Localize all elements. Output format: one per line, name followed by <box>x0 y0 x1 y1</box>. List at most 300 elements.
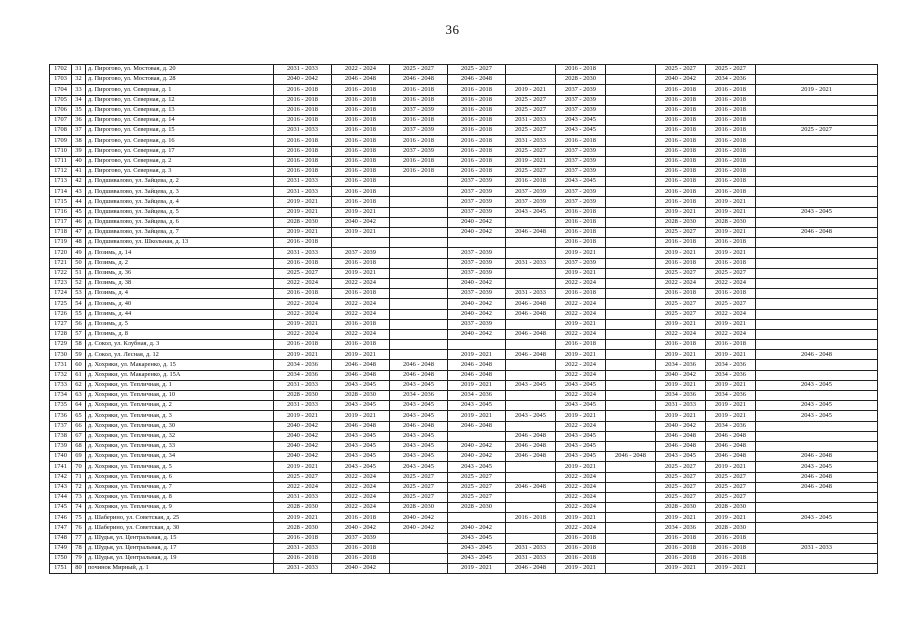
row-number-cell: 1712 <box>50 166 72 176</box>
period-col-5-cell: 2031 - 2033 <box>506 554 556 564</box>
table-row <box>50 228 878 238</box>
period-col-9-cell: 2016 - 2018 <box>706 166 756 176</box>
period-col-5-cell <box>506 278 556 288</box>
table-row <box>50 299 878 309</box>
period-col-1-cell: 2031 - 2033 <box>274 187 332 197</box>
period-col-3-cell <box>390 207 448 217</box>
period-col-7-cell <box>606 228 656 238</box>
period-col-10-cell <box>756 248 878 258</box>
period-col-5-cell <box>506 268 556 278</box>
period-col-4-cell: 2037 - 2039 <box>448 207 506 217</box>
period-col-8-cell: 2016 - 2018 <box>656 533 706 543</box>
address-cell: д. Хохряки, ул. Макаренко, д. 15 <box>86 360 274 370</box>
period-col-8-cell: 2019 - 2021 <box>656 564 706 574</box>
table-row <box>50 146 878 156</box>
period-col-3-cell: 2025 - 2027 <box>390 482 448 492</box>
period-col-3-cell <box>390 197 448 207</box>
period-col-10-cell <box>756 299 878 309</box>
row-number-cell: 1716 <box>50 207 72 217</box>
period-col-8-cell: 2019 - 2021 <box>656 248 706 258</box>
row-number-cell: 1740 <box>50 452 72 462</box>
period-col-9-cell: 2016 - 2018 <box>706 187 756 197</box>
row-number-cell: 1708 <box>50 126 72 136</box>
period-col-6-cell: 2037 - 2039 <box>556 105 606 115</box>
period-col-3-cell <box>390 533 448 543</box>
row-number-cell: 1722 <box>50 268 72 278</box>
period-col-5-cell <box>506 503 556 513</box>
period-col-5-cell: 2037 - 2039 <box>506 187 556 197</box>
period-col-1-cell: 2016 - 2018 <box>274 85 332 95</box>
address-cell: д. Позимь, д. 38 <box>86 278 274 288</box>
period-col-1-cell: 2031 - 2033 <box>274 126 332 136</box>
table-body <box>50 65 878 574</box>
row-number-cell: 1705 <box>50 95 72 105</box>
period-col-4-cell: 2016 - 2018 <box>448 156 506 166</box>
period-col-9-cell: 2016 - 2018 <box>706 115 756 125</box>
period-col-1-cell: 2019 - 2021 <box>274 228 332 238</box>
period-col-6-cell: 2028 - 2030 <box>556 75 606 85</box>
period-col-3-cell: 2043 - 2045 <box>390 431 448 441</box>
period-col-5-cell: 2016 - 2018 <box>506 513 556 523</box>
house-index-cell: 80 <box>72 564 86 574</box>
period-col-3-cell: 2016 - 2018 <box>390 166 448 176</box>
period-col-10-cell <box>756 492 878 502</box>
period-col-4-cell: 2046 - 2048 <box>448 75 506 85</box>
period-col-10-cell <box>756 503 878 513</box>
period-col-8-cell: 2019 - 2021 <box>656 513 706 523</box>
period-col-4-cell: 2043 - 2045 <box>448 533 506 543</box>
period-col-8-cell: 2025 - 2027 <box>656 65 706 75</box>
period-col-9-cell: 2016 - 2018 <box>706 105 756 115</box>
period-col-2-cell: 2016 - 2018 <box>332 319 390 329</box>
period-col-10-cell <box>756 391 878 401</box>
period-col-4-cell: 2016 - 2018 <box>448 166 506 176</box>
period-col-4-cell <box>448 340 506 350</box>
table-row <box>50 329 878 339</box>
period-col-1-cell: 2028 - 2030 <box>274 391 332 401</box>
row-number-cell: 1715 <box>50 197 72 207</box>
row-number-cell: 1720 <box>50 248 72 258</box>
period-col-7-cell <box>606 309 656 319</box>
period-col-6-cell: 2016 - 2018 <box>556 136 606 146</box>
period-col-7-cell <box>606 380 656 390</box>
house-index-cell: 57 <box>72 329 86 339</box>
period-col-1-cell: 2016 - 2018 <box>274 340 332 350</box>
house-index-cell: 53 <box>72 289 86 299</box>
period-col-7-cell <box>606 472 656 482</box>
period-col-6-cell: 2022 - 2024 <box>556 391 606 401</box>
address-cell: д. Шудья, ул. Центральная, д. 15 <box>86 533 274 543</box>
table-row <box>50 115 878 125</box>
period-col-3-cell: 2016 - 2018 <box>390 156 448 166</box>
period-col-8-cell: 2016 - 2018 <box>656 238 706 248</box>
period-col-8-cell: 2016 - 2018 <box>656 95 706 105</box>
table-row <box>50 207 878 217</box>
period-col-7-cell <box>606 462 656 472</box>
period-col-4-cell: 2016 - 2018 <box>448 115 506 125</box>
row-number-cell: 1714 <box>50 187 72 197</box>
period-col-5-cell: 2043 - 2045 <box>506 380 556 390</box>
period-col-5-cell: 2046 - 2048 <box>506 441 556 451</box>
period-col-8-cell: 2016 - 2018 <box>656 177 706 187</box>
period-col-1-cell: 2019 - 2021 <box>274 411 332 421</box>
period-col-5-cell <box>506 340 556 350</box>
period-col-2-cell: 2019 - 2021 <box>332 268 390 278</box>
period-col-8-cell: 2016 - 2018 <box>656 136 706 146</box>
period-col-7-cell <box>606 543 656 553</box>
period-col-4-cell: 2025 - 2027 <box>448 65 506 75</box>
table-row <box>50 319 878 329</box>
period-col-3-cell <box>390 258 448 268</box>
period-col-7-cell <box>606 65 656 75</box>
period-col-5-cell: 2025 - 2027 <box>506 126 556 136</box>
table-row <box>50 482 878 492</box>
period-col-1-cell: 2016 - 2018 <box>274 289 332 299</box>
table-row <box>50 289 878 299</box>
period-col-4-cell: 2016 - 2018 <box>448 126 506 136</box>
period-col-5-cell <box>506 319 556 329</box>
period-col-8-cell: 2016 - 2018 <box>656 156 706 166</box>
table-row <box>50 533 878 543</box>
period-col-2-cell: 2028 - 2030 <box>332 391 390 401</box>
period-col-1-cell: 2031 - 2033 <box>274 65 332 75</box>
period-col-7-cell <box>606 340 656 350</box>
period-col-4-cell: 2019 - 2021 <box>448 411 506 421</box>
period-col-7-cell <box>606 278 656 288</box>
period-col-9-cell: 2034 - 2036 <box>706 370 756 380</box>
period-col-10-cell <box>756 370 878 380</box>
period-col-8-cell: 2016 - 2018 <box>656 554 706 564</box>
period-col-1-cell: 2016 - 2018 <box>274 136 332 146</box>
period-col-9-cell: 2034 - 2036 <box>706 360 756 370</box>
period-col-4-cell: 2046 - 2048 <box>448 370 506 380</box>
period-col-10-cell <box>756 105 878 115</box>
period-col-9-cell: 2046 - 2048 <box>706 431 756 441</box>
period-col-9-cell: 2016 - 2018 <box>706 126 756 136</box>
period-col-7-cell <box>606 136 656 146</box>
house-index-cell: 58 <box>72 340 86 350</box>
period-col-2-cell: 2022 - 2024 <box>332 472 390 482</box>
period-col-9-cell: 2019 - 2021 <box>706 564 756 574</box>
period-col-8-cell: 2040 - 2042 <box>656 75 706 85</box>
period-col-4-cell: 2025 - 2027 <box>448 472 506 482</box>
period-col-7-cell <box>606 441 656 451</box>
table-row <box>50 197 878 207</box>
house-index-cell: 77 <box>72 533 86 543</box>
address-cell: д. Хохряки, ул. Тепличная, д. 2 <box>86 401 274 411</box>
table-row <box>50 380 878 390</box>
table-row <box>50 391 878 401</box>
house-index-cell: 36 <box>72 115 86 125</box>
house-index-cell: 73 <box>72 492 86 502</box>
period-col-3-cell <box>390 248 448 258</box>
period-col-1-cell: 2031 - 2033 <box>274 401 332 411</box>
house-index-cell: 70 <box>72 462 86 472</box>
period-col-10-cell: 2031 - 2033 <box>756 543 878 553</box>
period-col-3-cell: 2016 - 2018 <box>390 95 448 105</box>
address-cell: д. Шаберино, ул. Советская, д. 30 <box>86 523 274 533</box>
period-col-6-cell: 2043 - 2045 <box>556 115 606 125</box>
address-cell: д. Хохряки, ул. Тепличная, д. 10 <box>86 391 274 401</box>
period-col-1-cell: 2022 - 2024 <box>274 278 332 288</box>
table-row <box>50 187 878 197</box>
period-col-7-cell <box>606 401 656 411</box>
period-col-5-cell <box>506 492 556 502</box>
house-index-cell: 75 <box>72 513 86 523</box>
period-col-7-cell <box>606 554 656 564</box>
address-cell: починок Мирный, д. 1 <box>86 564 274 574</box>
period-col-5-cell <box>506 360 556 370</box>
period-col-4-cell: 2037 - 2039 <box>448 319 506 329</box>
address-cell: д. Хохряки, ул. Тепличная, д. 1 <box>86 380 274 390</box>
period-col-6-cell: 2019 - 2021 <box>556 564 606 574</box>
period-col-8-cell: 2022 - 2024 <box>656 329 706 339</box>
period-col-5-cell: 2046 - 2048 <box>506 309 556 319</box>
period-col-8-cell: 2028 - 2030 <box>656 217 706 227</box>
period-col-9-cell: 2034 - 2036 <box>706 75 756 85</box>
row-number-cell: 1747 <box>50 523 72 533</box>
period-col-1-cell: 2040 - 2042 <box>274 452 332 462</box>
table-row <box>50 238 878 248</box>
period-col-8-cell: 2016 - 2018 <box>656 258 706 268</box>
period-col-8-cell: 2016 - 2018 <box>656 197 706 207</box>
table-row <box>50 492 878 502</box>
period-col-1-cell: 2034 - 2036 <box>274 360 332 370</box>
table-row <box>50 136 878 146</box>
period-col-10-cell: 2025 - 2027 <box>756 126 878 136</box>
period-col-10-cell <box>756 136 878 146</box>
table-row <box>50 421 878 431</box>
period-col-7-cell <box>606 126 656 136</box>
period-col-2-cell: 2022 - 2024 <box>332 503 390 513</box>
table-row <box>50 360 878 370</box>
period-col-3-cell <box>390 554 448 564</box>
period-col-1-cell: 2031 - 2033 <box>274 564 332 574</box>
period-col-6-cell: 2022 - 2024 <box>556 360 606 370</box>
period-col-6-cell: 2037 - 2039 <box>556 197 606 207</box>
period-col-8-cell: 2016 - 2018 <box>656 115 706 125</box>
row-number-cell: 1718 <box>50 228 72 238</box>
period-col-9-cell: 2025 - 2027 <box>706 268 756 278</box>
address-cell: д. Позимь, д. 40 <box>86 299 274 309</box>
period-col-9-cell: 2016 - 2018 <box>706 258 756 268</box>
period-col-6-cell: 2043 - 2045 <box>556 126 606 136</box>
table-row <box>50 217 878 227</box>
period-col-4-cell: 2037 - 2039 <box>448 197 506 207</box>
period-col-5-cell: 2025 - 2027 <box>506 146 556 156</box>
period-col-8-cell: 2016 - 2018 <box>656 105 706 115</box>
period-col-6-cell: 2016 - 2018 <box>556 228 606 238</box>
address-cell: д. Хохряки, ул. Тепличная, д. 6 <box>86 472 274 482</box>
table-row <box>50 441 878 451</box>
period-col-8-cell: 2019 - 2021 <box>656 380 706 390</box>
house-index-cell: 44 <box>72 197 86 207</box>
house-index-cell: 54 <box>72 299 86 309</box>
period-col-8-cell: 2034 - 2036 <box>656 391 706 401</box>
address-cell: д. Пирогово, ул. Северная, д. 17 <box>86 146 274 156</box>
period-col-2-cell: 2040 - 2042 <box>332 564 390 574</box>
period-col-3-cell: 2040 - 2042 <box>390 523 448 533</box>
period-col-3-cell <box>390 329 448 339</box>
period-col-9-cell: 2025 - 2027 <box>706 65 756 75</box>
row-number-cell: 1702 <box>50 65 72 75</box>
period-col-4-cell: 2040 - 2042 <box>448 299 506 309</box>
period-col-9-cell: 2025 - 2027 <box>706 299 756 309</box>
period-col-8-cell: 2016 - 2018 <box>656 543 706 553</box>
house-index-cell: 61 <box>72 370 86 380</box>
period-col-3-cell <box>390 268 448 278</box>
period-col-8-cell: 2016 - 2018 <box>656 146 706 156</box>
house-index-cell: 65 <box>72 411 86 421</box>
period-col-6-cell: 2022 - 2024 <box>556 309 606 319</box>
period-col-6-cell: 2022 - 2024 <box>556 329 606 339</box>
period-col-8-cell: 2016 - 2018 <box>656 340 706 350</box>
period-col-4-cell: 2019 - 2021 <box>448 350 506 360</box>
period-col-2-cell: 2043 - 2045 <box>332 401 390 411</box>
period-col-3-cell: 2043 - 2045 <box>390 380 448 390</box>
period-col-2-cell <box>332 238 390 248</box>
period-col-2-cell: 2016 - 2018 <box>332 197 390 207</box>
period-col-7-cell <box>606 197 656 207</box>
period-col-7-cell <box>606 350 656 360</box>
period-col-10-cell <box>756 268 878 278</box>
period-col-8-cell: 2019 - 2021 <box>656 350 706 360</box>
period-col-5-cell: 2031 - 2033 <box>506 289 556 299</box>
period-col-9-cell: 2019 - 2021 <box>706 401 756 411</box>
period-col-2-cell: 2046 - 2048 <box>332 370 390 380</box>
row-number-cell: 1727 <box>50 319 72 329</box>
house-index-cell: 35 <box>72 105 86 115</box>
period-col-8-cell: 2040 - 2042 <box>656 370 706 380</box>
period-col-9-cell: 2016 - 2018 <box>706 95 756 105</box>
period-col-7-cell <box>606 248 656 258</box>
table-row <box>50 105 878 115</box>
period-col-9-cell: 2016 - 2018 <box>706 136 756 146</box>
period-col-2-cell: 2016 - 2018 <box>332 554 390 564</box>
period-col-10-cell: 2043 - 2045 <box>756 207 878 217</box>
period-col-8-cell: 2016 - 2018 <box>656 187 706 197</box>
period-col-5-cell <box>506 401 556 411</box>
table-row <box>50 177 878 187</box>
period-col-5-cell: 2031 - 2033 <box>506 136 556 146</box>
period-col-7-cell <box>606 431 656 441</box>
period-col-8-cell: 2034 - 2036 <box>656 523 706 533</box>
period-col-1-cell: 2019 - 2021 <box>274 197 332 207</box>
period-col-5-cell: 2016 - 2018 <box>506 177 556 187</box>
period-col-8-cell: 2043 - 2045 <box>656 452 706 462</box>
house-index-cell: 62 <box>72 380 86 390</box>
row-number-cell: 1719 <box>50 238 72 248</box>
period-col-10-cell <box>756 360 878 370</box>
address-cell: д. Хохряки, ул. Тепличная, д. 32 <box>86 431 274 441</box>
address-cell: д. Хохряки, ул. Тепличная, д. 3 <box>86 411 274 421</box>
period-col-6-cell: 2022 - 2024 <box>556 370 606 380</box>
period-col-3-cell <box>390 543 448 553</box>
house-index-cell: 64 <box>72 401 86 411</box>
period-col-2-cell: 2019 - 2021 <box>332 207 390 217</box>
period-col-10-cell: 2046 - 2048 <box>756 452 878 462</box>
period-col-3-cell <box>390 228 448 238</box>
period-col-2-cell: 2043 - 2045 <box>332 431 390 441</box>
period-col-3-cell: 2043 - 2045 <box>390 452 448 462</box>
period-col-9-cell: 2016 - 2018 <box>706 543 756 553</box>
period-col-1-cell: 2028 - 2030 <box>274 217 332 227</box>
address-cell: д. Пирогово, ул. Северная, д. 1 <box>86 85 274 95</box>
address-cell: д. Шаберино, ул. Советская, д. 25 <box>86 513 274 523</box>
period-col-7-cell <box>606 85 656 95</box>
period-col-6-cell: 2022 - 2024 <box>556 492 606 502</box>
row-number-cell: 1743 <box>50 482 72 492</box>
period-col-10-cell <box>756 329 878 339</box>
period-col-4-cell: 2025 - 2027 <box>448 492 506 502</box>
period-col-6-cell: 2037 - 2039 <box>556 258 606 268</box>
period-col-6-cell: 2019 - 2021 <box>556 319 606 329</box>
period-col-7-cell <box>606 146 656 156</box>
period-col-9-cell: 2016 - 2018 <box>706 177 756 187</box>
period-col-6-cell: 2037 - 2039 <box>556 187 606 197</box>
period-col-7-cell <box>606 421 656 431</box>
period-col-8-cell: 2028 - 2030 <box>656 503 706 513</box>
period-col-5-cell: 2046 - 2048 <box>506 350 556 360</box>
period-col-2-cell: 2016 - 2018 <box>332 543 390 553</box>
row-number-cell: 1745 <box>50 503 72 513</box>
period-col-2-cell: 2016 - 2018 <box>332 513 390 523</box>
period-col-9-cell: 2019 - 2021 <box>706 513 756 523</box>
period-col-4-cell: 2028 - 2030 <box>448 503 506 513</box>
period-col-3-cell <box>390 217 448 227</box>
period-col-3-cell: 2037 - 2039 <box>390 105 448 115</box>
period-col-6-cell: 2019 - 2021 <box>556 411 606 421</box>
period-col-4-cell: 2037 - 2039 <box>448 248 506 258</box>
period-col-1-cell: 2019 - 2021 <box>274 350 332 360</box>
period-col-9-cell: 2019 - 2021 <box>706 462 756 472</box>
table-row <box>50 340 878 350</box>
period-col-4-cell: 2040 - 2042 <box>448 523 506 533</box>
period-col-10-cell <box>756 95 878 105</box>
period-col-4-cell: 2025 - 2027 <box>448 482 506 492</box>
period-col-2-cell: 2016 - 2018 <box>332 258 390 268</box>
period-col-4-cell: 2040 - 2042 <box>448 278 506 288</box>
period-col-8-cell: 2034 - 2036 <box>656 360 706 370</box>
period-col-1-cell: 2040 - 2042 <box>274 421 332 431</box>
address-cell: д. Подшивалово, ул. Зайцева, д. 3 <box>86 187 274 197</box>
period-col-6-cell: 2022 - 2024 <box>556 472 606 482</box>
period-col-2-cell: 2016 - 2018 <box>332 156 390 166</box>
period-col-9-cell: 2028 - 2030 <box>706 523 756 533</box>
period-col-6-cell: 2016 - 2018 <box>556 543 606 553</box>
period-col-3-cell: 2043 - 2045 <box>390 441 448 451</box>
period-col-3-cell <box>390 299 448 309</box>
period-col-1-cell: 2016 - 2018 <box>274 554 332 564</box>
period-col-7-cell <box>606 533 656 543</box>
period-col-1-cell: 2022 - 2024 <box>274 482 332 492</box>
table-row <box>50 85 878 95</box>
period-col-4-cell: 2037 - 2039 <box>448 268 506 278</box>
period-col-6-cell: 2043 - 2045 <box>556 401 606 411</box>
period-col-6-cell: 2016 - 2018 <box>556 217 606 227</box>
period-col-9-cell: 2016 - 2018 <box>706 85 756 95</box>
period-col-6-cell: 2037 - 2039 <box>556 156 606 166</box>
house-index-cell: 56 <box>72 319 86 329</box>
period-col-8-cell: 2025 - 2027 <box>656 299 706 309</box>
house-index-cell: 52 <box>72 278 86 288</box>
address-cell: д. Позимь, д. 44 <box>86 309 274 319</box>
address-cell: д. Пирогово, ул. Мостовая, д. 20 <box>86 65 274 75</box>
address-cell: д. Пирогово, ул. Северная, д. 16 <box>86 136 274 146</box>
period-col-10-cell <box>756 156 878 166</box>
period-col-10-cell: 2046 - 2048 <box>756 482 878 492</box>
schedule-table <box>49 64 878 574</box>
